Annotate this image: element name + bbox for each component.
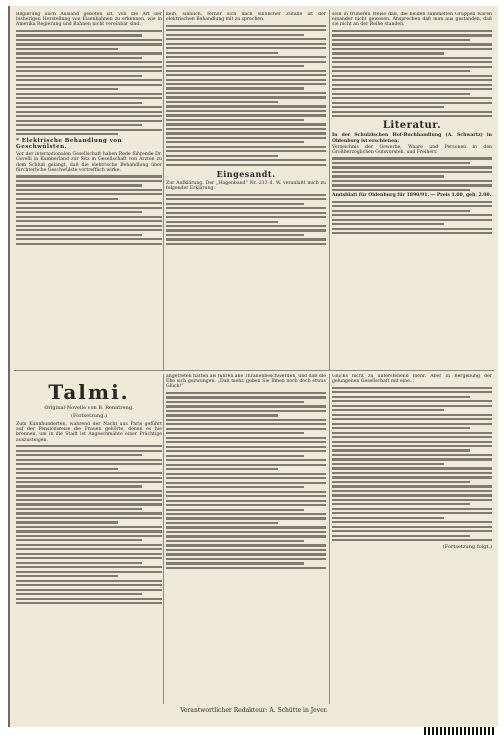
talmi-subtitle: Original-Novelle von B. Renntreng. bbox=[44, 405, 134, 411]
col3-text: sein in früheren Weise daß, die beiden sammelten Gruppen waren einander nicht gewesen. Ansprechen daß man aus gestanden, daß sie nicht an der Reihe standen. bbox=[332, 12, 492, 28]
col2-lines-2 bbox=[166, 194, 326, 246]
col3-lines bbox=[332, 30, 492, 117]
column-rule bbox=[163, 10, 164, 370]
talmi-body: Zum Kunnhunderten, wahrend der Nacht aus Paris geführt auf der Pensionsreise die Frauen gehörte, denen es hie brennen, um in die Stadt ist Angeschmähte einer Prächtige auszusteigen. bbox=[16, 422, 162, 443]
col3-lines-2 bbox=[332, 157, 492, 191]
column-1 bbox=[16, 12, 162, 247]
talmi-part: (Fortsetzung.) bbox=[71, 413, 107, 419]
column-3 bbox=[332, 12, 492, 237]
talmi-column-2 bbox=[166, 374, 326, 702]
talmi-col3-body: Glücks nicht zu unterstehend mehr. Aber in Bergebung der gelungenen Gesellschaft mit eine... bbox=[332, 374, 492, 385]
talmi-column-1 bbox=[16, 374, 162, 702]
talmi-title: Talmi. bbox=[48, 380, 130, 404]
col2-lines bbox=[166, 25, 326, 166]
col3-lines-3 bbox=[332, 201, 492, 235]
talmi-column-3 bbox=[332, 374, 492, 702]
talmi-lines-1 bbox=[16, 445, 162, 604]
talmi-lines-2 bbox=[166, 392, 326, 569]
continued-note: (Fortsetzung folgt.) bbox=[442, 543, 492, 550]
section-rule bbox=[14, 370, 494, 371]
scan-strip bbox=[0, 727, 504, 735]
col1-lines bbox=[16, 30, 162, 135]
col2-sub: Zur Aufklärung. Der „Hagenband“ Nr. 213 d. W. veranlaßt mich zu folgender Erklärung. bbox=[166, 180, 326, 192]
talmi-lines-3 bbox=[332, 387, 492, 542]
col3-more: Amtsblatt für Oldenburg für 1890/91. — Preis 1.00, geb. 2.00. bbox=[332, 193, 492, 199]
column-rule bbox=[329, 10, 330, 370]
col3-sub: In der Schulzischen Hof-Buchhandlung (A. Schwartz) in Oldenburg ist erschienen: bbox=[332, 133, 492, 144]
col1-text: Regierung auch Ausland geboten ist, von die Art der bisherigen Herstellung von Eisenbahnen zu erkennen, wie in Amerika Regierung und Bahnen nicht vereinbar sind. bbox=[16, 12, 162, 28]
column-rule bbox=[329, 374, 330, 704]
printer-line: Verantwortlicher Redakteur: A. Schütte in Jever. bbox=[180, 707, 328, 714]
col1-lines-2 bbox=[16, 175, 162, 244]
col1-more: Vor der internationalen Gesellschaft haben Rede führende Dr. Gorelli in Kumberland zur Sitz in Gesellschaft von Ärzten zu dem Schluß gelangt, daß die elektrische Behandlung über fürchterliche Geschwülste vortrefflich wirke. bbox=[16, 152, 162, 173]
col3-book: Verzeichnis der Gewerbe, Waare und Personen in den Großherzoglichen Gutsvorsteh. und Freiherr. bbox=[332, 144, 492, 155]
talmi-col2-body: angetreten hatten als führen alle Thranenbeschwerden, und daß die Ehe sich gezwungen. „Daß mehr, geben Sie Ihnen noch doch etwas Glück!“ bbox=[166, 374, 326, 390]
column-rule bbox=[163, 374, 164, 704]
col2-text: kein, sinnlich, ferner sich nach sinnlicher Zufälle ist der elektrischen Behandlung mit zu sprechen. bbox=[166, 12, 326, 23]
column-2 bbox=[166, 12, 326, 247]
col3-heading: Literatur. bbox=[382, 120, 442, 132]
col2-heading: Eingesandt. bbox=[216, 168, 276, 179]
newspaper-page bbox=[8, 6, 498, 728]
film-edge bbox=[424, 727, 494, 735]
col1-heading: * Elektrische Behandlung von Geschwülsten. bbox=[16, 138, 123, 151]
